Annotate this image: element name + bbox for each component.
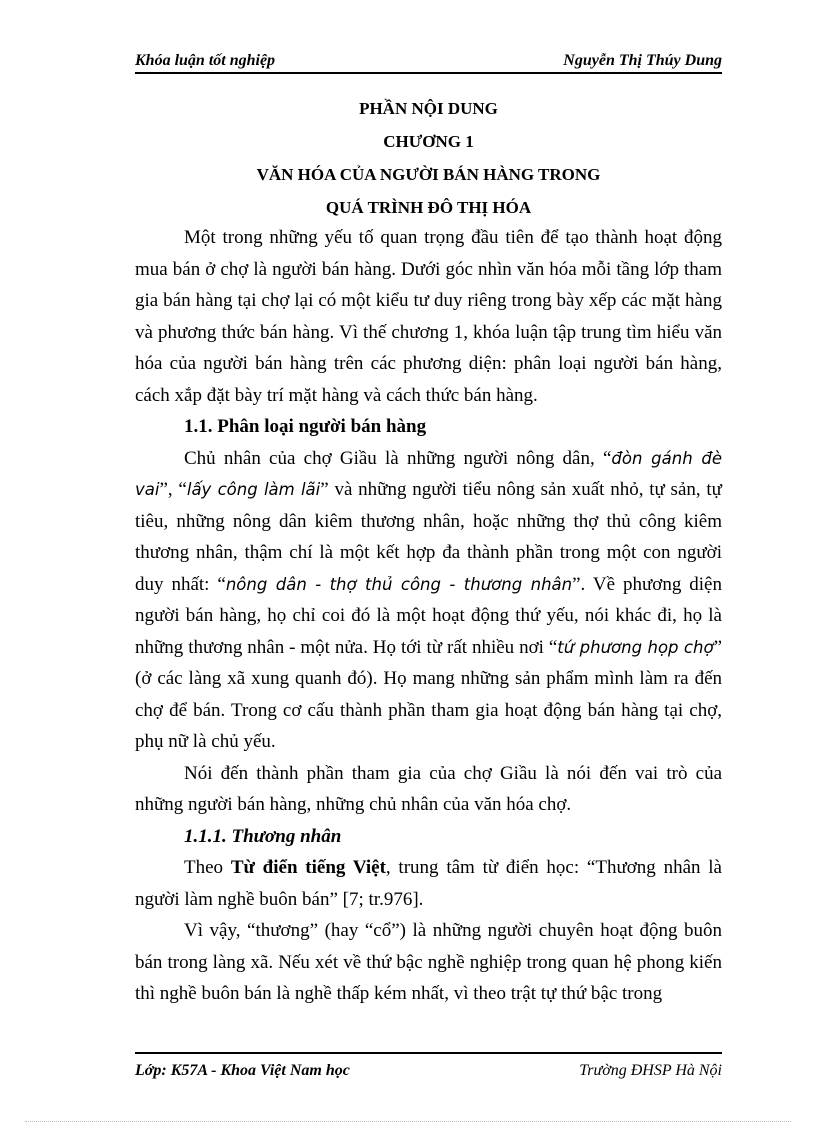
page-body [135, 222, 722, 1010]
paragraph-5: Vì vậy, “thương” (hay “cổ”) là những người chuyên hoạt động buôn bán trong làng xã. Nếu xét về thứ bậc nghề nghiệp trong quan hệ phong kiến thì nghề buôn bán là nghề thấp kém nhất, vì theo trật tự thứ bậc trong [135, 920, 722, 1004]
footer-left: Lớp: K57A - Khoa Việt Nam học [135, 1062, 350, 1079]
paragraph-2: Chủ nhân của chợ Giầu là những người nông dân, “đòn gánh đè vai”, “lấy công làm lãi” và những người tiểu nông sản xuất nhỏ, tự sản, tự tiêu, những nông dân kiêm thương nhân, hoặc những thợ thủ công kiêm thương nhân, thậm chí là một kết hợp đa thành phần trong một con người duy nhất: “nông dân - thợ thủ công - thương nhân”. Về phương diện người bán hàng, họ chỉ coi đó là một hoạt động thứ yếu, nói khác đi, họ là những thương nhân - một nửa. Họ tới từ rất nhiều nơi “tứ phương họp chợ” (ở các làng xã xung quanh đó). Họ mang những sản phẩm mình làm ra đến chợ để bán. Trong cơ cấu thành phần tham gia hoạt động bán hàng tại chợ, phụ nữ là chủ yếu. [135, 447, 722, 752]
paragraph-3: Nói đến thành phần tham gia của chợ Giầu là nói đến vai trò của những người bán hàng, những chủ nhân của văn hóa chợ. [135, 762, 722, 815]
chapter-heading [135, 92, 722, 224]
page-header [135, 44, 722, 74]
page-footer [135, 1052, 722, 1080]
section-heading-1-1-1: 1.1.1. Thương nhân [184, 825, 342, 847]
chapter-title-line-1: VĂN HÓA CỦA NGƯỜI BÁN HÀNG TRONG [256, 165, 601, 184]
section-heading-1-1: 1.1. Phân loại người bán hàng [184, 416, 427, 437]
part-title: PHẦN NỘI DUNG [359, 99, 498, 118]
quote-don-ganh: đòn gánh đè vai [135, 448, 722, 499]
quote-nong-dan: nông dân - thợ thủ công - thương nhân [225, 574, 573, 594]
quote-tu-phuong: tứ phương họp chợ [557, 637, 714, 657]
page-break-divider [25, 1121, 791, 1122]
footer-right: Trường ĐHSP Hà Nội [579, 1062, 722, 1079]
chapter-title-line-2: QUÁ TRÌNH ĐÔ THỊ HÓA [325, 198, 532, 217]
paragraph-4: Theo Từ điển tiếng Việt, trung tâm từ điển học: “Thương nhân là người làm nghề buôn bán” [7; tr.976]. [135, 857, 722, 910]
header-right: Nguyễn Thị Thúy Dung [563, 52, 722, 69]
dictionary-title: Từ điển tiếng Việt [230, 857, 386, 878]
quote-lay-cong: lấy công làm lãi [186, 480, 321, 499]
paragraph-1: Một trong những yếu tố quan trọng đầu tiên để tạo thành hoạt động mua bán ở chợ là người bán hàng. Dưới góc nhìn văn hóa mỗi tầng lớp tham gia bán hàng tại chợ lại có một kiểu tư duy riêng trong bày xếp các mặt hàng và phương thức bán hàng. Vì thế chương 1, khóa luận tập trung tìm hiểu văn hóa của người bán hàng trên các phương diện: phân loại người bán hàng, cách xắp đặt bày trí mặt hàng và cách thức bán hàng. [135, 227, 722, 406]
header-left: Khóa luận tốt nghiệp [135, 52, 276, 69]
chapter-number: CHƯƠNG 1 [383, 132, 474, 151]
